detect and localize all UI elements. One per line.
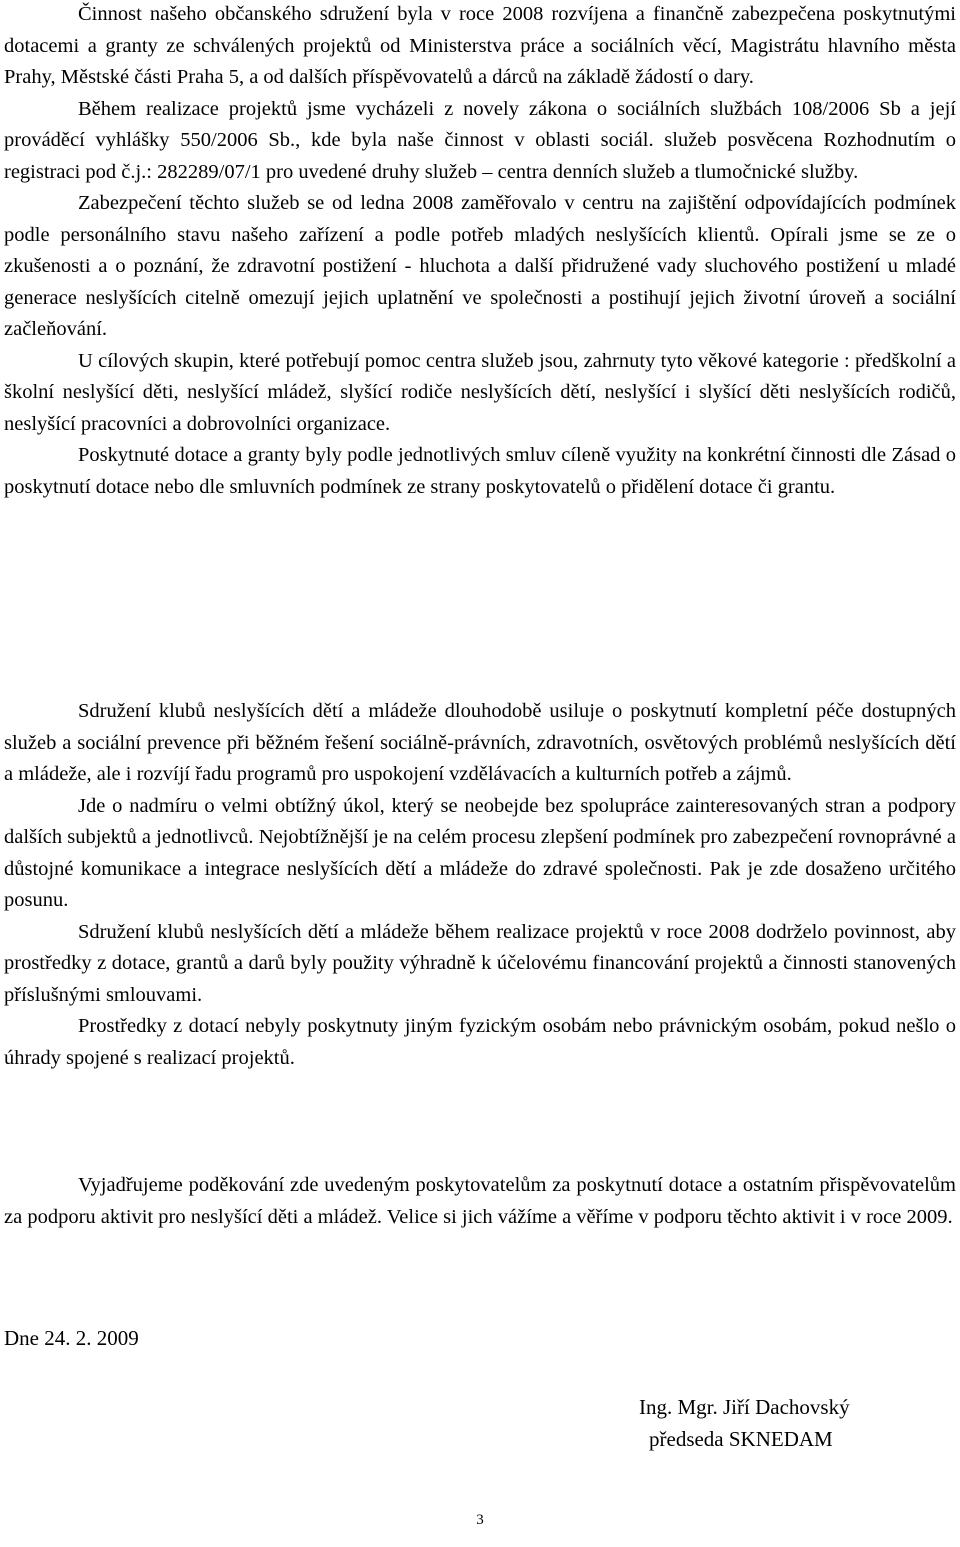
paragraph-cooperation: Jde o nadmíru o velmi obtížný úkol, který se neobejde bez spolupráce zainteresovaných stran a podpory dalších subjektů a jednotlivců. Nejobtížnější je na celém procesu zlepšení podmínek pro zabezpečení rovnoprávné a důstojné komunikace a integrace neslyšících dětí a mládeže do zdravé společnosti. Pak je zde dosaženo určitého posunu.	[4, 794, 956, 911]
signature-name: Ing. Mgr. Jiří Dachovský	[639, 1395, 850, 1419]
paragraph-funds-restriction: Prostředky z dotací nebyly poskytnuty jiným fyzickým osobám nebo právnickým osobám, pokud nešlo o úhrady spojené s realizací projektů.	[4, 1015, 956, 1069]
document-date: Dne 24. 2. 2009	[4, 1326, 139, 1350]
paragraph-association-mission: Sdružení klubů neslyšících dětí a mládeže dlouhodobě usiluje o poskytnutí kompletní péče dostupných služeb a sociální prevence při běžném řešení sociálně-právních, zdravotních, osvětových problémů neslyšících dětí a mládeže, ale i rozvíjí řadu programů pro uspokojení vzdělávacích a kulturních potřeb a zájmů.	[4, 700, 956, 785]
section-thanks	[4, 1170, 956, 1233]
page-number: 3	[476, 1512, 484, 1528]
paragraph-service-provision: Zabezpečení těchto služeb se od ledna 2008 zaměřovalo v centru na zajištění odpovídajících podmínek podle personálního stavu našeho zařízení a podle potřeb mladých neslyšících klientů. Opírali jsme se ze o zkušenosti a o poznání, že zdravotní postižení - hluchota a další přidružené vady sluchového postižení u mladé generace neslyšících citelně omezují jejich uplatnění ve společnosti a postihují jejich životní úroveň a sociální začleňování.	[4, 192, 956, 340]
paragraph-funds-compliance: Sdružení klubů neslyšících dětí a mládeže během realizace projektů v roce 2008 dodrželo povinnost, aby prostředky z dotace, grantů a darů byly použity výhradně k účelovému financování projektů a činnosti stanovených příslušnými smlouvami.	[4, 920, 956, 1006]
signature-role: předseda SKNEDAM	[649, 1427, 833, 1451]
section-association	[4, 696, 956, 1074]
section-funding	[4, 0, 956, 503]
paragraph-activity-funding: Činnost našeho občanského sdružení byla v roce 2008 rozvíjena a finančně zabezpečena poskytnutými dotacemi a granty ze schválených projektů od Ministerstva práce a sociálních věcí, Magistrátu hlavního města Prahy, Městské části Praha 5, a od dalších příspěvovatelů a dárců na základě žádostí o dary.	[4, 3, 956, 88]
paragraph-target-groups: U cílových skupin, které potřebují pomoc centra služeb jsou, zahrnuty tyto věkové kategorie : předškolní a školní neslyšící děti, neslyšící mládež, slyšící rodiče neslyšících dětí, neslyšící i slyšící děti neslyšících rodičů, neslyšící pracovníci a dobrovolníci organizace.	[4, 349, 956, 435]
paragraph-legal-basis: Během realizace projektů jsme vycházeli z novely zákona o sociálních službách 108/2006 Sb a její prováděcí vyhlášky 550/2006 Sb., kde byla naše činnost v oblasti sociál. služeb posvěcena Rozhodnutím o registraci pod č.j.: 282289/07/1 pro uvedené druhy služeb – centra denních služeb a tlumočnické služby.	[4, 97, 956, 183]
paragraph-acknowledgement: Vyjadřujeme poděkování zde uvedeným poskytovatelům za poskytnutí dotace a ostatním přispěvovatelům za podporu aktivit pro neslyšící děti a mládež. Velice si jich vážíme a věříme v podporu těchto aktivit i v roce 2009.	[4, 1174, 956, 1228]
paragraph-grant-usage: Poskytnuté dotace a granty byly podle jednotlivých smluv cíleně využity na konkrétní činnosti dle Zásad o poskytnutí dotace nebo dle smluvních podmínek ze strany poskytovatelů o přidělení dotace či grantu.	[4, 444, 956, 498]
